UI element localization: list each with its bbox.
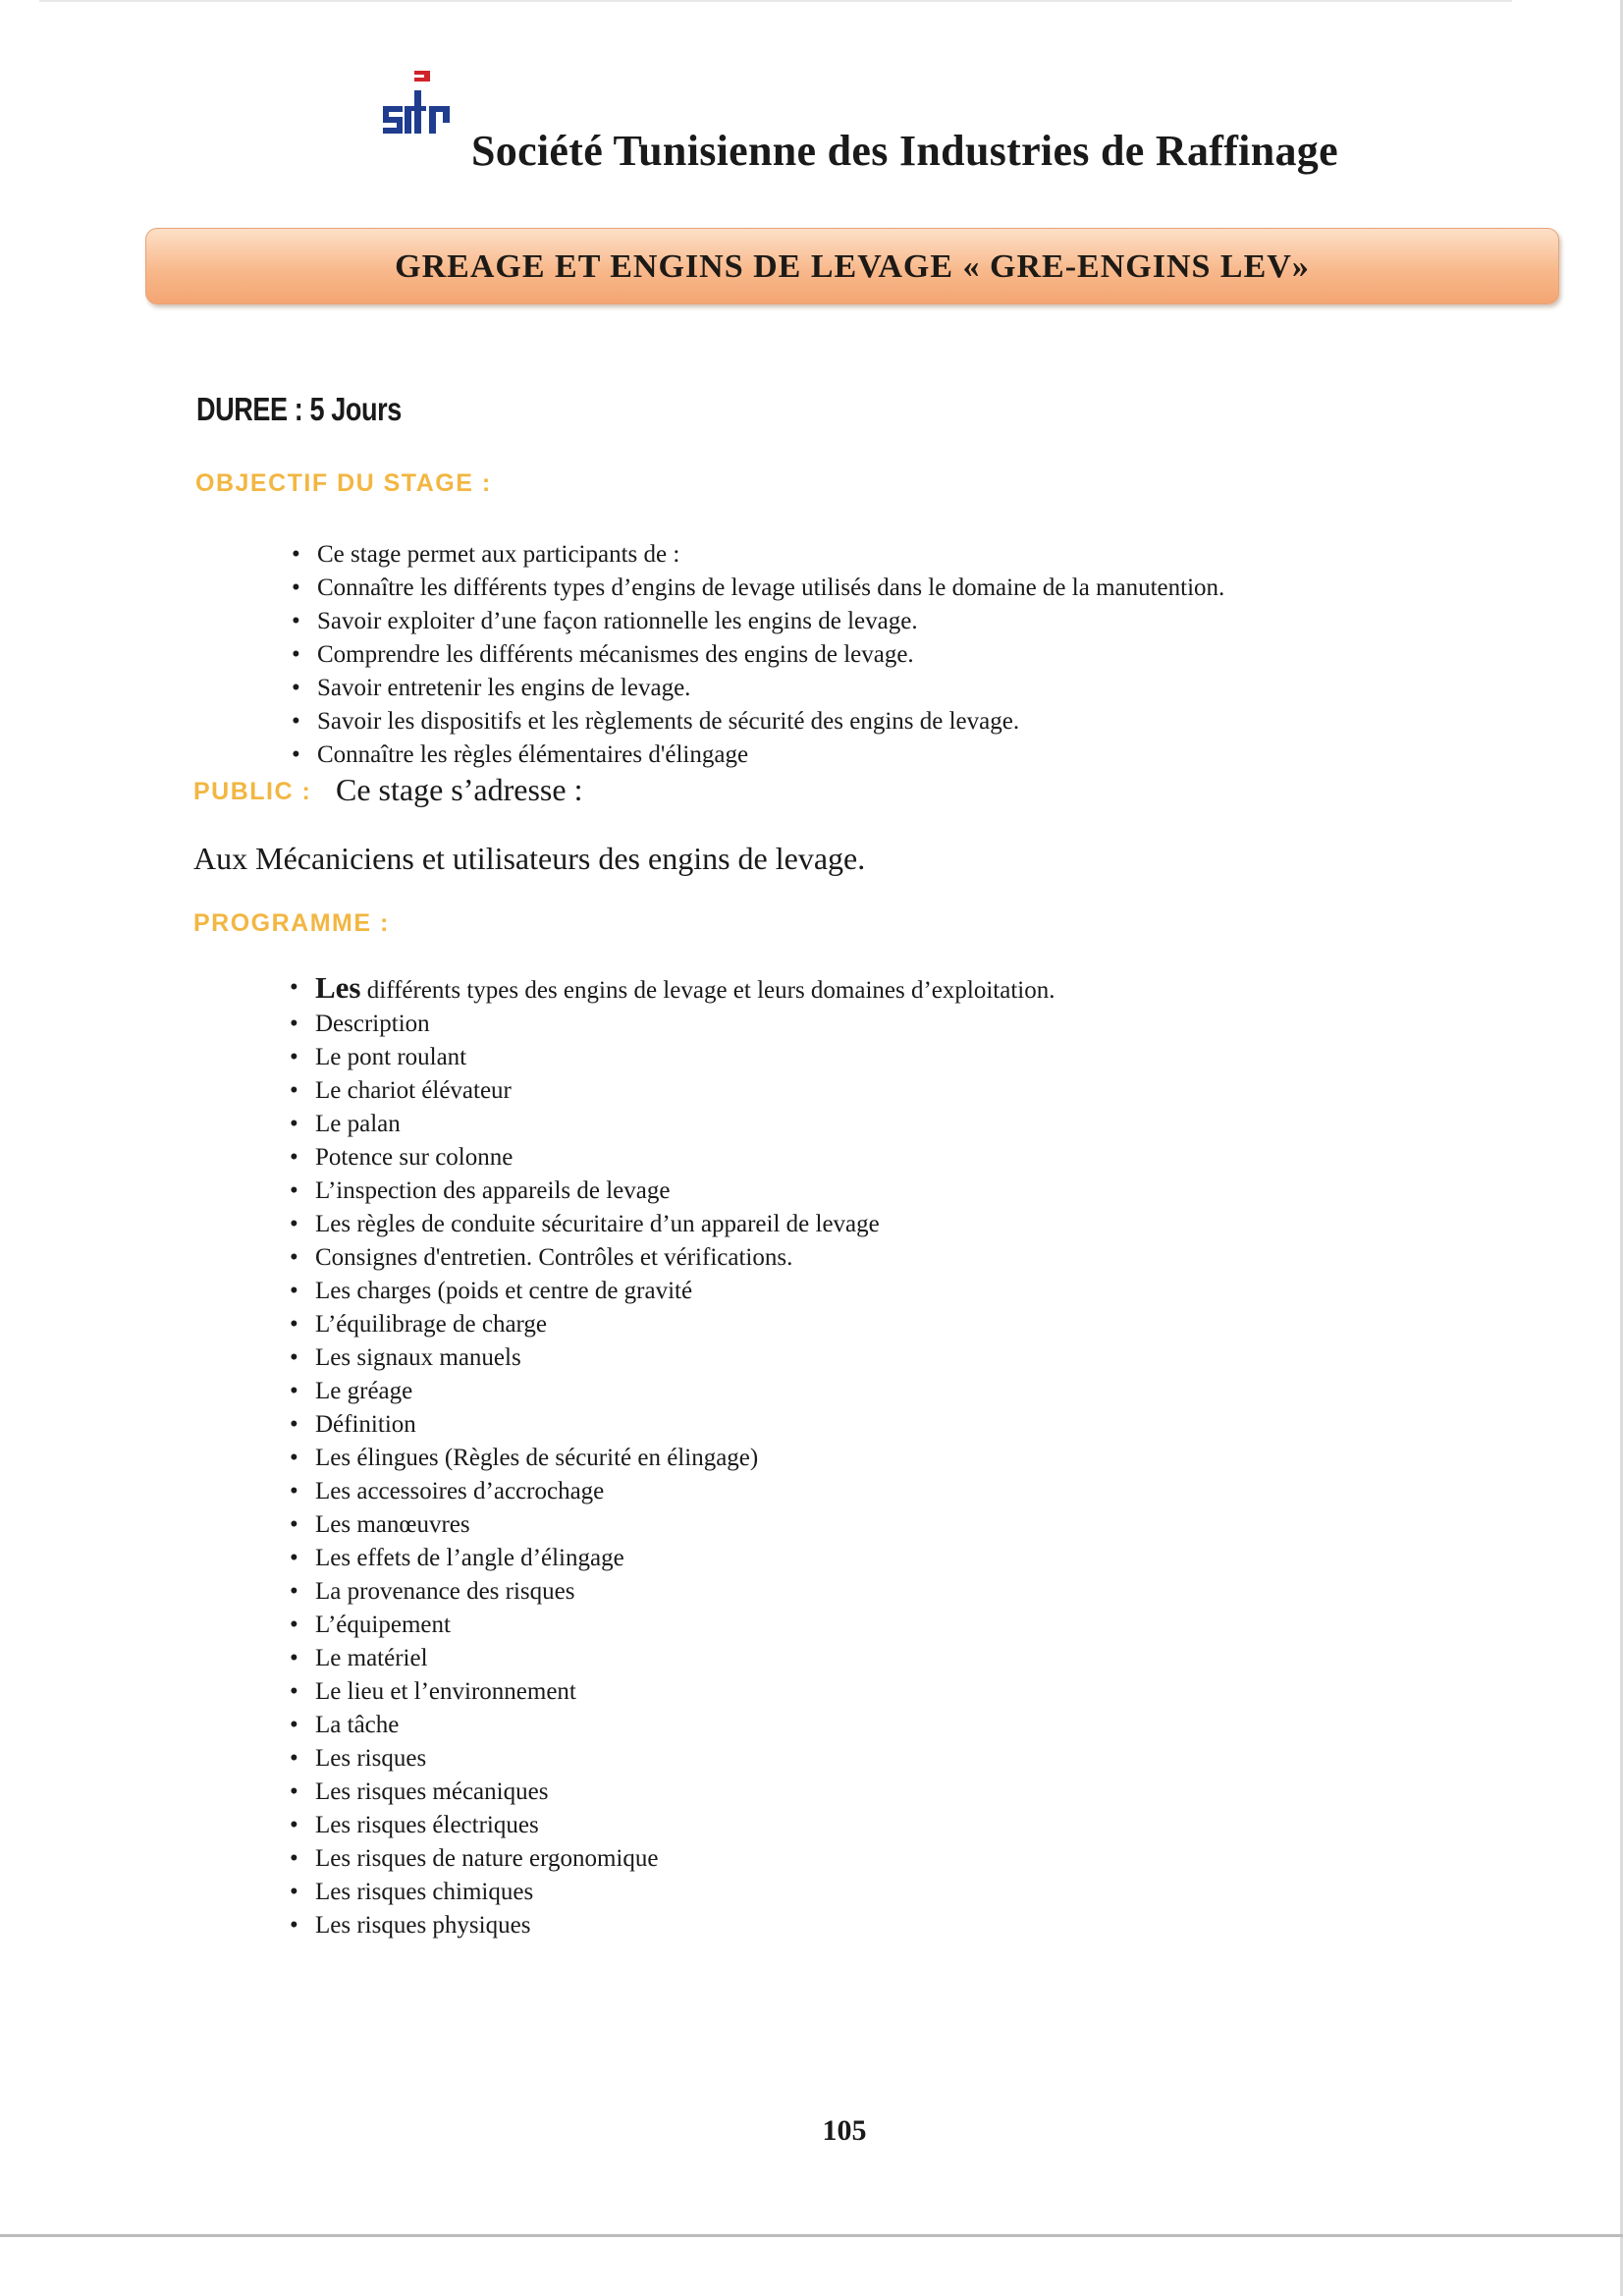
company-name: Société Tunisienne des Industries de Raffinage	[471, 127, 1338, 175]
list-item: • Description	[290, 1008, 1055, 1041]
list-item: • Les risques électriques	[290, 1809, 1055, 1842]
list-item: • Le pont roulant	[290, 1041, 1055, 1074]
list-item: • Le chariot élévateur	[290, 1074, 1055, 1108]
list-item: • Les règles de conduite sécuritaire d’un appareil de levage	[290, 1208, 1055, 1241]
first-item-rest: différents types des engins de levage et leurs domaines d’exploitation.	[360, 977, 1055, 1004]
list-item: • Potence sur colonne	[290, 1141, 1055, 1175]
stir-logo	[381, 69, 471, 147]
objectives-list	[292, 538, 1224, 772]
list-item: • Les manœuvres	[290, 1508, 1055, 1542]
public-label: PUBLIC :	[193, 778, 312, 805]
programme-list	[290, 968, 1055, 1942]
course-title: GREAGE ET ENGINS DE LEVAGE « GRE-ENGINS LEV»	[395, 248, 1310, 285]
list-item: • Les charges (poids et centre de gravité	[290, 1275, 1055, 1308]
audience-text: Aux Mécaniciens et utilisateurs des engins de levage.	[193, 841, 866, 876]
list-item: • Ce stage permet aux participants de :	[292, 538, 1224, 572]
list-item: • Comprendre les différents mécanismes des engins de levage.	[292, 638, 1224, 672]
list-item: • La provenance des risques	[290, 1575, 1055, 1609]
list-item: • Connaître les différents types d’engins de levage utilisés dans le domaine de la manutention.	[292, 572, 1224, 605]
list-item: • Les signaux manuels	[290, 1341, 1055, 1375]
scan-edge-top	[39, 0, 1512, 2]
list-item: • Les risques chimiques	[290, 1876, 1055, 1909]
list-item: • Les accessoires d’accrochage	[290, 1475, 1055, 1508]
list-item: • Le matériel	[290, 1642, 1055, 1675]
list-item: • L’équilibrage de charge	[290, 1308, 1055, 1341]
list-item: • Savoir entretenir les engins de levage.	[292, 672, 1224, 705]
list-item: • Savoir les dispositifs et les règlements de sécurité des engins de levage.	[292, 705, 1224, 738]
list-item: • Définition	[290, 1408, 1055, 1442]
course-title-banner	[145, 228, 1559, 304]
list-item: • La tâche	[290, 1709, 1055, 1742]
list-item: • Le gréage	[290, 1375, 1055, 1408]
list-item: • Les risques physiques	[290, 1909, 1055, 1942]
list-item	[290, 968, 1055, 1008]
programme-label: PROGRAMME :	[193, 909, 390, 937]
first-item-lead: Les	[315, 970, 361, 1005]
list-item: • Les risques	[290, 1742, 1055, 1776]
scan-edge-bottom	[0, 2234, 1623, 2237]
list-item: • Les élingues (Règles de sécurité en élingage)	[290, 1442, 1055, 1475]
list-item: • Les risques de nature ergonomique	[290, 1842, 1055, 1876]
list-item: • Le palan	[290, 1108, 1055, 1141]
list-item: • L’équipement	[290, 1609, 1055, 1642]
course-duration: DUREE : 5 Jours	[196, 391, 402, 427]
public-text: Ce stage s’adresse :	[336, 772, 583, 807]
list-item: • L’inspection des appareils de levage	[290, 1175, 1055, 1208]
list-item: • Les effets de l’angle d’élingage	[290, 1542, 1055, 1575]
list-item: • Les risques mécaniques	[290, 1776, 1055, 1809]
objectif-label: OBJECTIF DU STAGE :	[195, 469, 492, 497]
list-item: • Savoir exploiter d’une façon rationnelle les engins de levage.	[292, 605, 1224, 638]
page-number: 105	[822, 2114, 867, 2147]
list-item: • Le lieu et l’environnement	[290, 1675, 1055, 1709]
list-item: • Consignes d'entretien. Contrôles et vérifications.	[290, 1241, 1055, 1275]
list-item: • Connaître les règles élémentaires d'élingage	[292, 738, 1224, 772]
